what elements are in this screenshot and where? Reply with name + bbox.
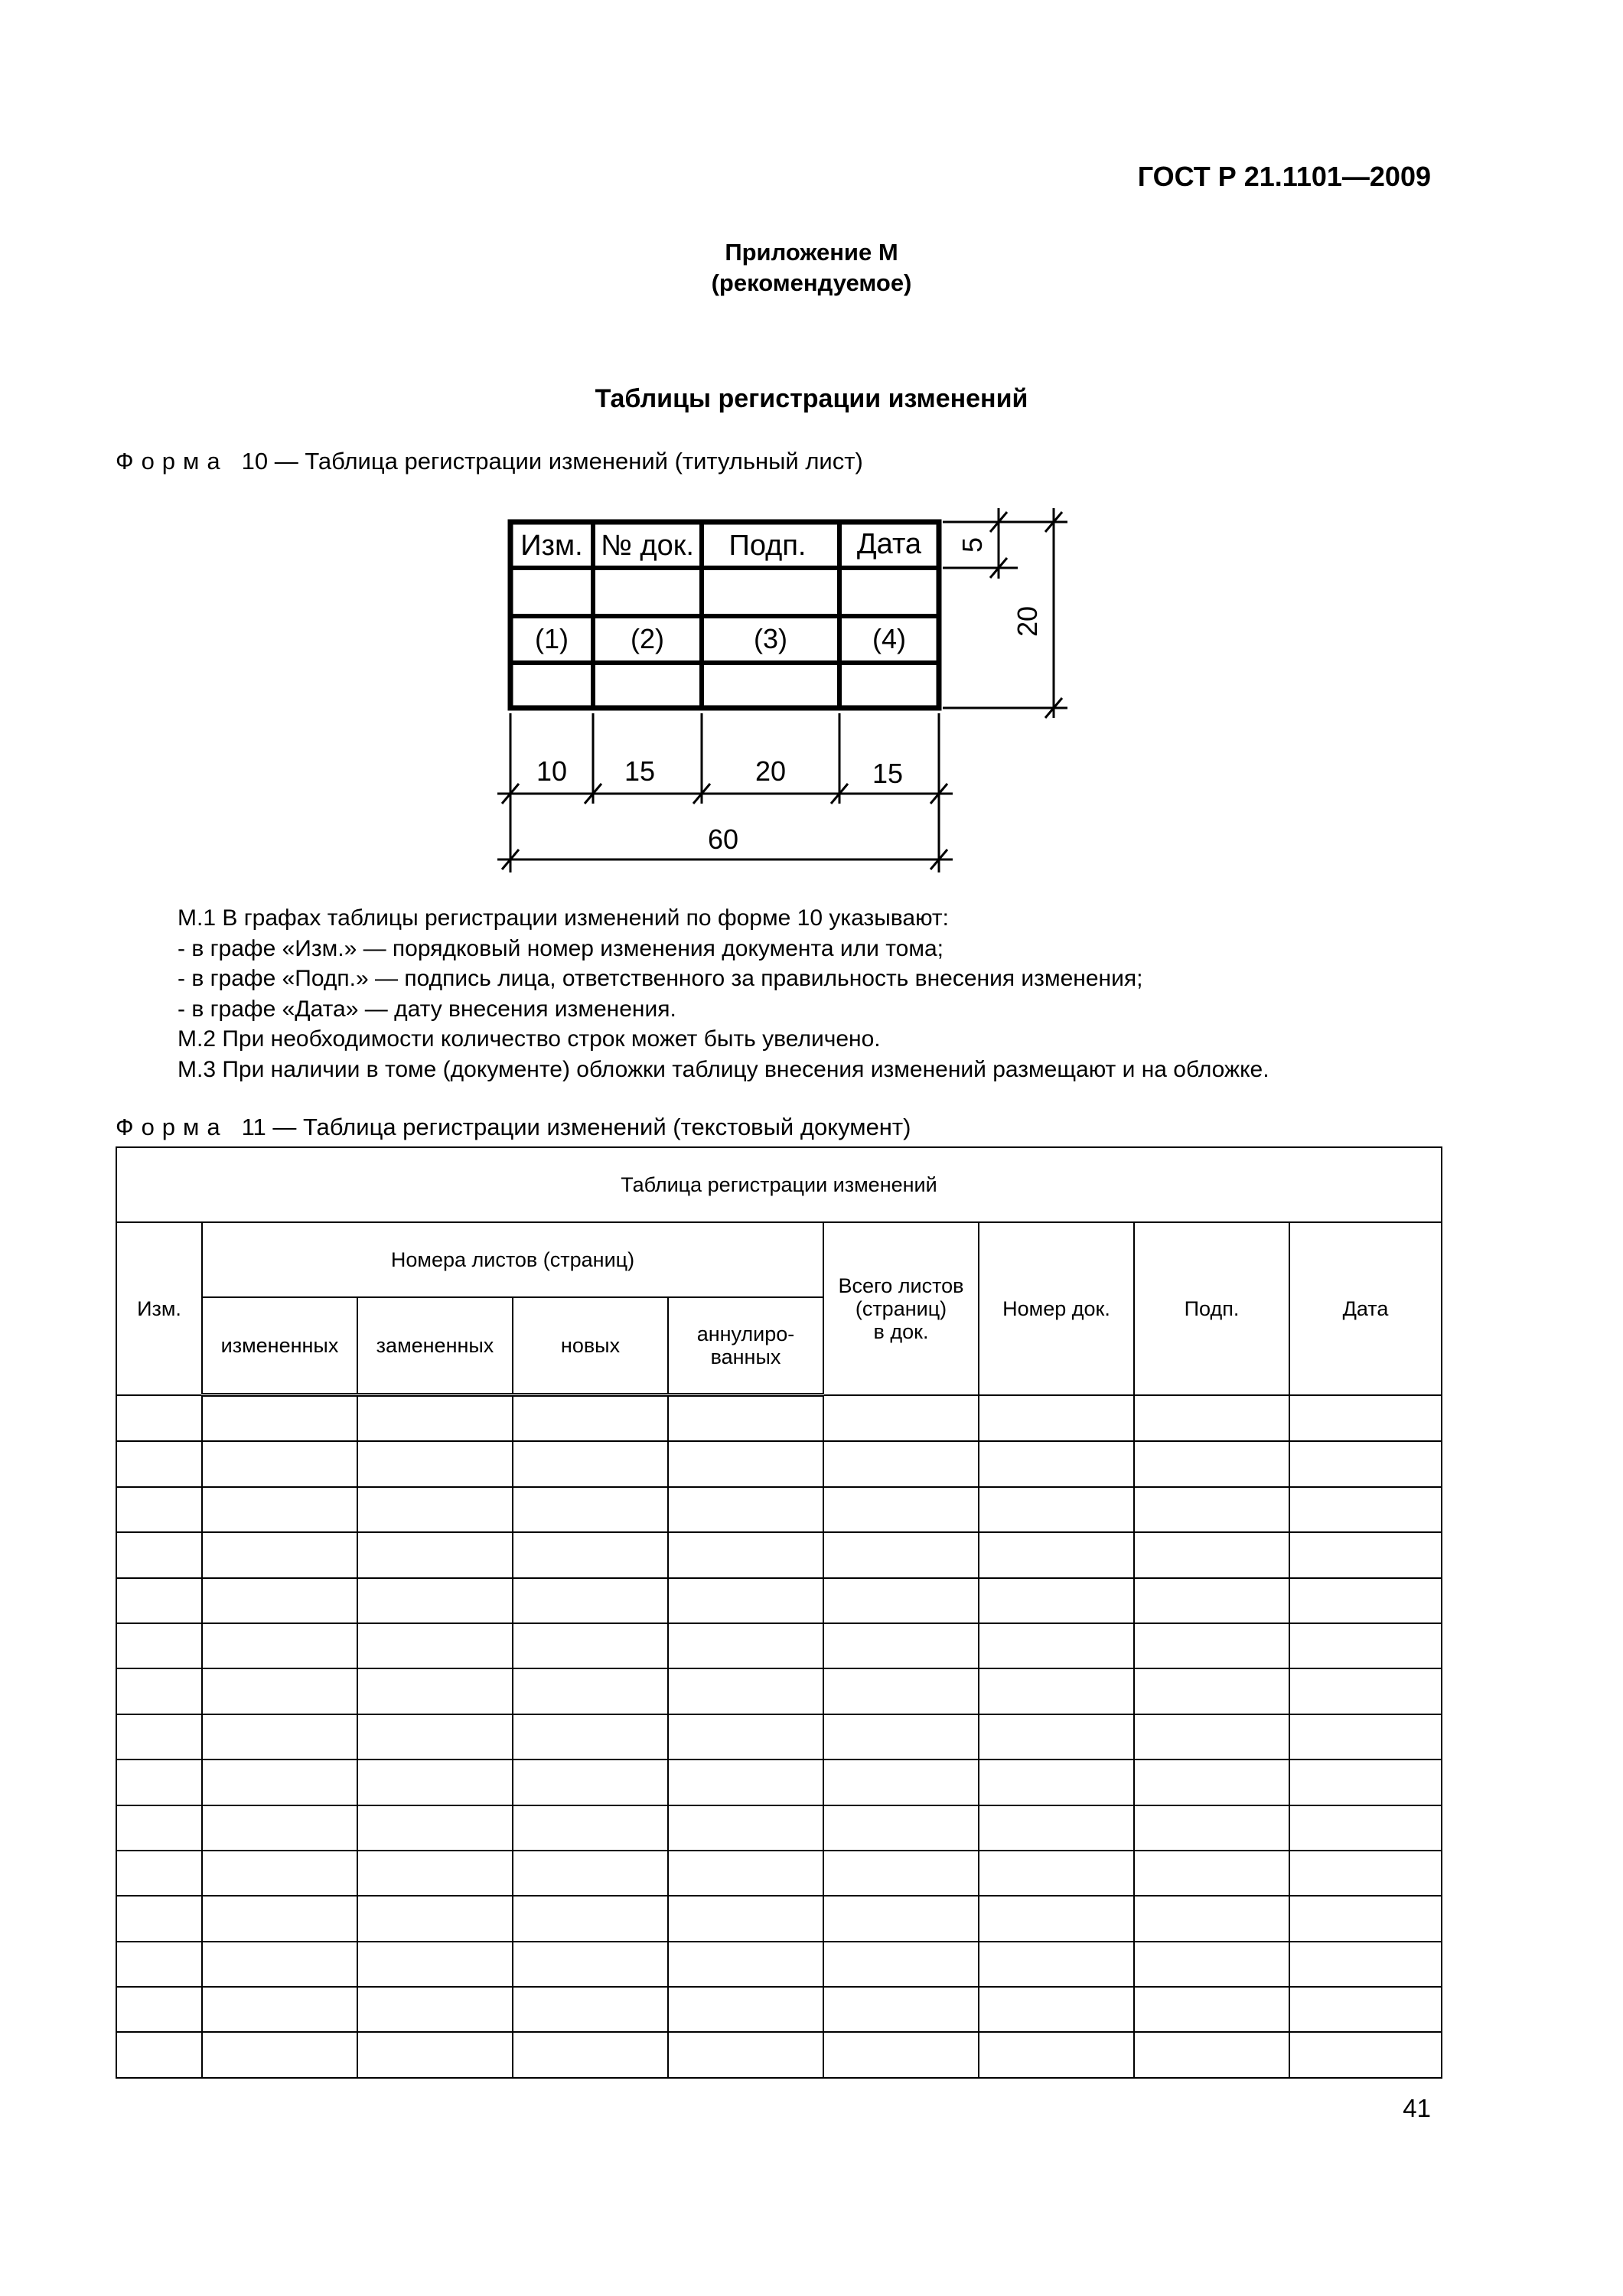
table-cell: [1289, 1668, 1442, 1714]
table-cell: [1134, 1851, 1289, 1896]
form10-total-width-label: 60: [707, 823, 739, 855]
table-cell: [513, 1487, 668, 1532]
table-cell: [668, 2032, 823, 2077]
table-cell: [1134, 1896, 1289, 1941]
note-line: - в графе «Подп.» — подпись лица, ответственного за правильность внесения изменения;: [178, 966, 1143, 991]
table-cell: [1289, 1623, 1442, 1668]
table-cell: [668, 1487, 823, 1532]
table-cell: [979, 1805, 1134, 1851]
form10-row-height-label: 5: [957, 536, 988, 553]
table-cell: [116, 1760, 202, 1805]
table-cell: [668, 1714, 823, 1760]
table-cell: [202, 1668, 357, 1714]
table-row: [116, 1441, 1442, 1486]
table-cell: [513, 1578, 668, 1623]
table-cell: [1134, 1942, 1289, 1987]
col-total-sheets: [823, 1222, 979, 1395]
table-cell: [513, 1395, 668, 1442]
note-line: М.2 При необходимости количество строк может быть увеличено.: [178, 1026, 881, 1052]
form10-caption-text: 10 — Таблица регистрации изменений (титульный лист): [241, 448, 863, 475]
table-cell: [513, 1805, 668, 1851]
col-total-line: в док.: [873, 1319, 929, 1343]
col-izm: Изм.: [116, 1222, 202, 1395]
table-cell: [979, 1532, 1134, 1577]
table-cell: [668, 1441, 823, 1486]
table-cell: [116, 1942, 202, 1987]
table-cell: [823, 1623, 979, 1668]
table-cell: [116, 1851, 202, 1896]
table-cell: [202, 1395, 357, 1442]
table-cell: [1289, 1487, 1442, 1532]
table-cell: [357, 1578, 513, 1623]
form11-caption: [116, 1114, 911, 1141]
table-row: [116, 1395, 1442, 1442]
table-cell: [823, 2032, 979, 2077]
table-cell: [1289, 1578, 1442, 1623]
table-cell: [1289, 1896, 1442, 1941]
table-cell: [1289, 1942, 1442, 1987]
note-line: - в графе «Дата» — дату внесения изменения.: [178, 996, 676, 1022]
form11-table-title: Таблица регистрации изменений: [116, 1147, 1442, 1222]
table-cell: [979, 1714, 1134, 1760]
table-cell: [116, 1532, 202, 1577]
table-cell: [979, 1942, 1134, 1987]
table-row: [116, 1714, 1442, 1760]
table-cell: [668, 1760, 823, 1805]
table-cell: [513, 1851, 668, 1896]
form11-table: [116, 1146, 1442, 2079]
table-cell: [979, 2032, 1134, 2077]
table-cell: [1134, 2032, 1289, 2077]
table-cell: [1289, 1851, 1442, 1896]
table-row: [116, 1987, 1442, 2032]
table-cell: [1134, 1805, 1289, 1851]
table-cell: [1289, 1987, 1442, 2032]
table-cell: [668, 1578, 823, 1623]
table-cell: [357, 1532, 513, 1577]
table-cell: [202, 1578, 357, 1623]
table-cell: [668, 1805, 823, 1851]
form10-drawing: [0, 0, 1623, 903]
table-cell: [116, 1987, 202, 2032]
table-cell: [116, 1578, 202, 1623]
col-total-line: Всего листов: [838, 1274, 964, 1297]
table-cell: [823, 1714, 979, 1760]
table-cell: [357, 1851, 513, 1896]
table-cell: [357, 1487, 513, 1532]
table-cell: [823, 1805, 979, 1851]
table-cell: [513, 1987, 668, 2032]
table-cell: [116, 1668, 202, 1714]
form10-col-izm: Изм.: [520, 530, 583, 562]
table-cell: [979, 1851, 1134, 1896]
table-cell: [357, 1987, 513, 2032]
table-cell: [116, 1896, 202, 1941]
form10-width-label: 20: [754, 755, 787, 787]
table-cell: [202, 1851, 357, 1896]
table-cell: [823, 1441, 979, 1486]
table-cell: [1134, 1578, 1289, 1623]
col-annulled-line: аннулиро-: [696, 1322, 795, 1345]
table-cell: [1289, 1441, 1442, 1486]
table-cell: [1289, 2032, 1442, 2077]
form10-width-label: 15: [872, 758, 904, 789]
table-cell: [202, 1760, 357, 1805]
table-cell: [668, 1942, 823, 1987]
table-cell: [202, 1805, 357, 1851]
notes-block: [178, 903, 1269, 1084]
table-cell: [202, 1623, 357, 1668]
table-cell: [513, 1623, 668, 1668]
table-row: [116, 1487, 1442, 1532]
table-cell: [513, 1896, 668, 1941]
table-row: [116, 1942, 1442, 1987]
table-cell: [979, 1987, 1134, 2032]
table-cell: [357, 1441, 513, 1486]
table-cell: [979, 1578, 1134, 1623]
col-doc-number: Номер док.: [979, 1222, 1134, 1395]
table-row: [116, 1578, 1442, 1623]
form11-body: [116, 1395, 1442, 2078]
table-row: [116, 1532, 1442, 1577]
col-new: новых: [513, 1297, 668, 1395]
form10-col-date: Дата: [856, 528, 922, 560]
form10-width-label: 10: [536, 755, 568, 787]
col-replaced: замененных: [357, 1297, 513, 1395]
table-row: [116, 1668, 1442, 1714]
note-line: М.3 При наличии в томе (документе) обложки таблицу внесения изменений размещают и на обложке.: [178, 1056, 1269, 1082]
table-cell: [202, 1714, 357, 1760]
table-cell: [202, 1942, 357, 1987]
col-total-line: (страниц): [855, 1296, 947, 1320]
table-cell: [1134, 1760, 1289, 1805]
table-cell: [357, 1760, 513, 1805]
form10-prefix: Форма: [116, 448, 228, 475]
table-cell: [979, 1395, 1134, 1442]
form11-caption-text: 11 — Таблица регистрации изменений (текстовый документ): [241, 1114, 911, 1140]
table-cell: [979, 1760, 1134, 1805]
table-cell: [823, 1987, 979, 2032]
form10-col-sign: Подп.: [728, 530, 807, 562]
table-cell: [513, 1760, 668, 1805]
table-cell: [668, 1668, 823, 1714]
note-line: М.1 В графах таблицы регистрации изменений по форме 10 указывают:: [178, 905, 949, 931]
table-cell: [513, 1942, 668, 1987]
table-cell: [1289, 1760, 1442, 1805]
table-cell: [1134, 1987, 1289, 2032]
table-cell: [357, 1805, 513, 1851]
table-cell: [668, 1987, 823, 2032]
table-cell: [979, 1623, 1134, 1668]
form10-col-doc: № док.: [601, 530, 694, 562]
table-cell: [1134, 1441, 1289, 1486]
table-cell: [116, 1714, 202, 1760]
col-sign: Подп.: [1134, 1222, 1289, 1395]
table-cell: [823, 1395, 979, 1442]
table-cell: [668, 1851, 823, 1896]
table-row: [116, 1623, 1442, 1668]
form10-placeholder: (2): [631, 623, 664, 654]
table-cell: [202, 1532, 357, 1577]
table-cell: [823, 1487, 979, 1532]
table-cell: [1134, 1532, 1289, 1577]
table-cell: [513, 1668, 668, 1714]
table-cell: [357, 1668, 513, 1714]
page-number: 41: [1403, 2094, 1431, 2122]
table-cell: [979, 1441, 1134, 1486]
table-cell: [357, 1942, 513, 1987]
form10-placeholder: (1): [535, 623, 569, 654]
table-row: [116, 1896, 1442, 1941]
table-cell: [1289, 1714, 1442, 1760]
table-cell: [357, 2032, 513, 2077]
appendix-status: (рекомендуемое): [711, 269, 912, 296]
table-cell: [116, 2032, 202, 2077]
table-cell: [979, 1896, 1134, 1941]
form10-placeholder: (4): [872, 623, 906, 654]
form10-width-label: 15: [624, 755, 656, 787]
col-annulled: [668, 1297, 823, 1395]
table-cell: [513, 1714, 668, 1760]
table-cell: [668, 1896, 823, 1941]
form10-placeholder: (3): [754, 623, 787, 654]
table-row: [116, 1805, 1442, 1851]
table-cell: [116, 1395, 202, 1442]
table-cell: [1134, 1623, 1289, 1668]
table-cell: [979, 1487, 1134, 1532]
table-cell: [202, 1987, 357, 2032]
table-cell: [513, 1532, 668, 1577]
table-cell: [823, 1896, 979, 1941]
table-cell: [202, 1896, 357, 1941]
table-cell: [357, 1623, 513, 1668]
col-date: Дата: [1289, 1222, 1442, 1395]
col-annulled-line: ванных: [710, 1345, 781, 1368]
table-cell: [513, 1441, 668, 1486]
table-cell: [823, 1760, 979, 1805]
table-cell: [513, 2032, 668, 2077]
col-group-sheets: Номера листов (страниц): [202, 1222, 823, 1297]
table-cell: [116, 1487, 202, 1532]
table-row: [116, 2032, 1442, 2077]
table-cell: [116, 1805, 202, 1851]
table-cell: [979, 1668, 1134, 1714]
table-row: [116, 1851, 1442, 1896]
table-cell: [357, 1896, 513, 1941]
table-cell: [823, 1532, 979, 1577]
table-cell: [116, 1623, 202, 1668]
table-cell: [1289, 1805, 1442, 1851]
appendix-title: Приложение М: [725, 239, 898, 266]
table-cell: [202, 2032, 357, 2077]
table-cell: [823, 1668, 979, 1714]
section-title: Таблицы регистрации изменений: [595, 384, 1028, 413]
table-cell: [357, 1395, 513, 1442]
table-cell: [1134, 1487, 1289, 1532]
table-cell: [1134, 1395, 1289, 1442]
note-line: - в графе «Изм.» — порядковый номер изменения документа или тома;: [178, 935, 943, 961]
table-cell: [668, 1623, 823, 1668]
standard-designation: ГОСТ Р 21.1101—2009: [1137, 161, 1431, 192]
table-cell: [1289, 1395, 1442, 1442]
form10-total-height-label: 20: [1012, 605, 1043, 638]
table-cell: [823, 1942, 979, 1987]
table-cell: [357, 1714, 513, 1760]
table-cell: [668, 1532, 823, 1577]
table-cell: [668, 1395, 823, 1442]
table-cell: [202, 1441, 357, 1486]
table-cell: [1134, 1668, 1289, 1714]
col-changed: измененных: [202, 1297, 357, 1395]
table-row: [116, 1760, 1442, 1805]
table-cell: [823, 1578, 979, 1623]
form11-prefix: Форма: [116, 1114, 228, 1140]
table-cell: [1289, 1532, 1442, 1577]
table-cell: [202, 1487, 357, 1532]
table-cell: [116, 1441, 202, 1486]
table-cell: [823, 1851, 979, 1896]
table-cell: [1134, 1714, 1289, 1760]
